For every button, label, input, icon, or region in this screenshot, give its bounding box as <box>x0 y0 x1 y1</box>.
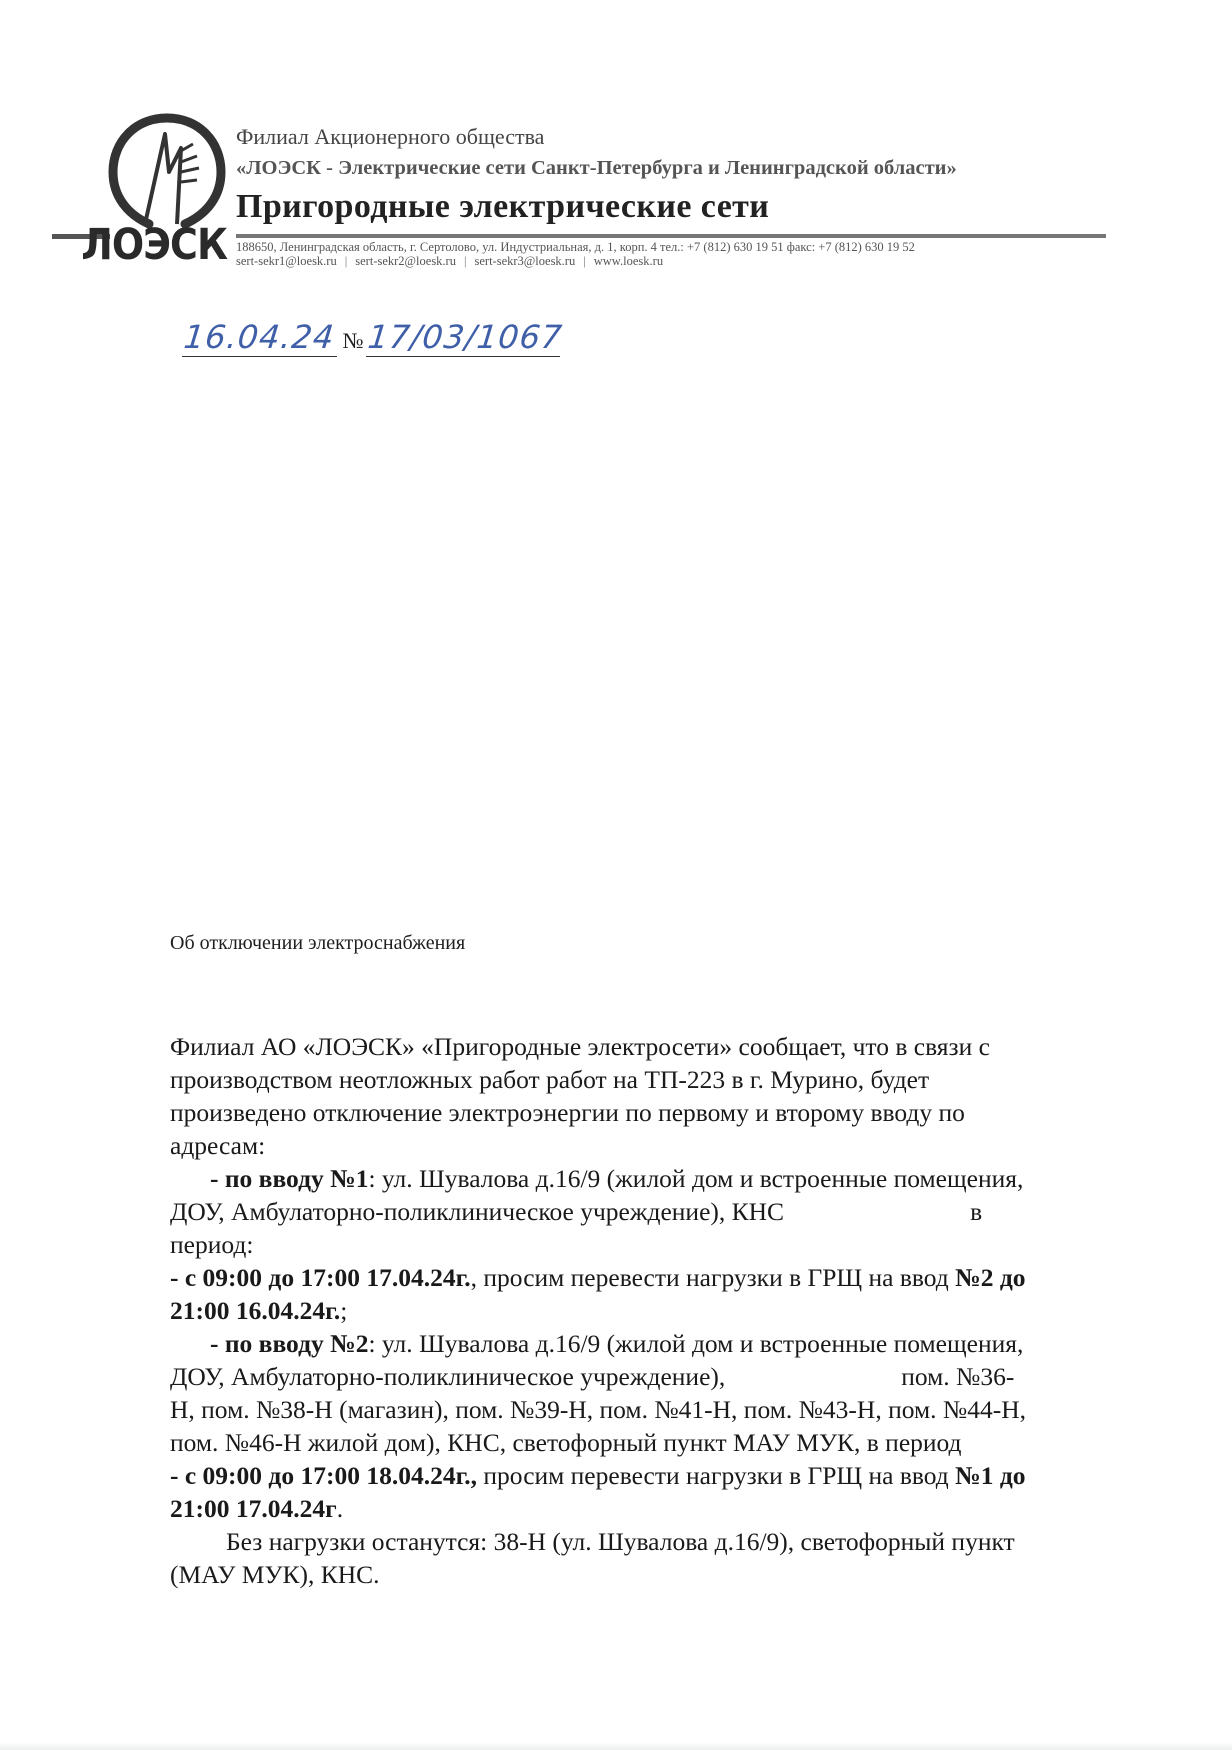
contact-email-1: sert-sekr1@loesk.ru <box>236 254 337 268</box>
header-company-line: «ЛОЭСК - Электрические сети Санкт-Петербурга и Ленинградской области» <box>236 157 957 179</box>
input1-line: период: <box>170 1230 254 1259</box>
input2-text: : ул. Шувалова д.16/9 (жилой дом и встроенные помещения, <box>368 1329 1024 1358</box>
contact-email-3: sert-sekr3@loesk.ru <box>474 254 576 268</box>
contact-email-2: sert-sekr2@loesk.ru <box>355 254 456 268</box>
input2-period-time: - с 09:00 до 17:00 18.04.24г., <box>170 1461 478 1490</box>
input2-text: ДОУ, Амбулаторно-поликлиническое учреждение), <box>170 1362 726 1391</box>
input2-period <box>170 1492 1170 1525</box>
input1-period-text: , просим перевести нагрузки в ГРЩ на ввод <box>470 1263 956 1292</box>
input1-line <box>170 1195 1170 1228</box>
header-branch-line: Филиал Акционерного общества <box>236 124 545 149</box>
header-divider <box>236 234 1106 238</box>
input2-period-text: . <box>336 1494 344 1523</box>
registration-line <box>184 318 562 362</box>
letter-body <box>170 1030 1170 1591</box>
input1-period-time: - с 09:00 до 17:00 17.04.24г. <box>170 1263 471 1292</box>
input2-line <box>170 1327 1170 1360</box>
input1-text: : ул. Шувалова д.16/9 (жилой дом и встроенные помещения, <box>368 1164 1024 1193</box>
input1-text: ДОУ, Амбулаторно-поликлиническое учреждение), КНС <box>170 1197 785 1226</box>
body-line: адресам: <box>170 1131 266 1160</box>
company-logo <box>52 112 227 270</box>
input1-period-deadline: 21:00 16.04.24г. <box>170 1296 341 1325</box>
input2-text: пом. №36- <box>901 1362 1015 1391</box>
remaining-line: (МАУ МУК), КНС. <box>170 1560 380 1589</box>
lightning-emblem-icon <box>107 112 227 232</box>
input1-period-target: №2 до <box>955 1263 1026 1292</box>
letter-subject: Об отключении электроснабжения <box>170 932 466 954</box>
registration-number: 17/03/1067 <box>365 318 564 356</box>
body-line: производством неотложных работ работ на ТП-223 в г. Мурино, будет <box>170 1065 930 1094</box>
header-contacts: sert-sekr1@loesk.ru | sert-sekr2@loesk.ru | sert-sekr3@loesk.ru | www.loesk.ru <box>236 254 664 268</box>
header-address: 188650, Ленинградская область, г. Сертолово, ул. Индустриальная, д. 1, корп. 4 тел.: +7 (812) 630 19 51 факс: +7 (812) 630 19 52 <box>236 240 915 254</box>
input1-line <box>170 1162 1170 1195</box>
scan-edge <box>0 1742 1232 1750</box>
input2-line <box>170 1360 1170 1393</box>
input2-label: - по вводу №2 <box>210 1329 369 1358</box>
number-sign: № <box>342 328 364 353</box>
input2-line: пом. №46-Н жилой дом), КНС, светофорный пункт МАУ МУК, в период <box>170 1428 962 1457</box>
input1-label: - по вводу №1 <box>210 1164 369 1193</box>
body-line: произведено отключение электроэнергии по первому и второму вводу по <box>170 1098 965 1127</box>
contact-website: www.loesk.ru <box>593 254 664 268</box>
input1-period <box>170 1261 1170 1294</box>
input2-period-target: №1 до <box>955 1461 1026 1490</box>
header-division-title: Пригородные электрические сети <box>236 188 770 225</box>
input1-period <box>170 1294 1170 1327</box>
input2-period <box>170 1459 1170 1492</box>
logo-wordmark: ЛОЭСК <box>81 220 227 270</box>
remaining-line: Без нагрузки останутся: 38-Н (ул. Шувалова д.16/9), светофорный пункт <box>226 1527 1015 1556</box>
input1-text: в <box>970 1197 983 1226</box>
input1-period-text: ; <box>340 1296 348 1325</box>
registration-date: 16.04.24 <box>182 318 341 357</box>
input2-line: Н, пом. №38-Н (магазин), пом. №39-Н, пом. №41-Н, пом. №43-Н, пом. №44-Н, <box>170 1395 1026 1424</box>
input2-period-text: просим перевести нагрузки в ГРЩ на ввод <box>477 1461 956 1490</box>
body-line: Филиал АО «ЛОЭСК» «Пригородные электросети» сообщает, что в связи с <box>170 1032 990 1061</box>
input2-period-deadline: 21:00 17.04.24г <box>170 1494 337 1523</box>
